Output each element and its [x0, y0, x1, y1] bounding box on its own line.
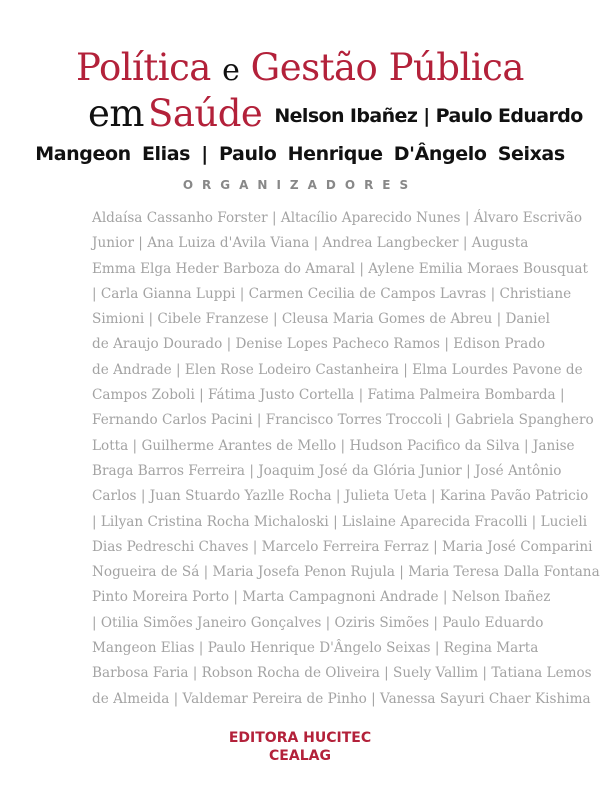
title-connector: e — [222, 53, 240, 88]
title-word-em: em — [88, 92, 144, 135]
authors-line: Dias Pedreschi Chaves | Marcelo Ferreira Ferraz | Maria José Comparini — [92, 538, 593, 555]
authors-line: Emma Elga Heder Barboza do Amaral | Aylene Emilia Moraes Bousquat — [92, 260, 588, 277]
authors-line: de Almeida | Valdemar Pereira de Pinho | Vanessa Sayuri Chaer Kishima — [92, 690, 591, 707]
authors-line: de Araujo Dourado | Denise Lopes Pacheco Ramos | Edison Prado — [92, 336, 546, 353]
title-word-saude: Saúde — [147, 92, 263, 135]
authors-list — [92, 206, 600, 712]
publisher-block — [0, 729, 600, 765]
authors-line: Fernando Carlos Pacini | Francisco Torres Troccoli | Gabriela Spanghero — [92, 412, 594, 429]
authors-line: Pinto Moreira Porto | Marta Campagnoni Andrade | Nelson Ibañez — [92, 589, 551, 606]
authors-line: Junior | Ana Luiza d'Avila Viana | Andrea Langbecker | Augusta — [92, 235, 529, 252]
title-word-politica: Política — [76, 46, 211, 89]
authors-line: Nogueira de Sá | Maria Josefa Penon Rujula | Maria Teresa Dalla Fontana — [92, 564, 600, 581]
authors-line: | Carla Gianna Luppi | Carmen Cecilia de Campos Lavras | Christiane — [92, 285, 572, 302]
title-word-gestao-publica: Gestão Pública — [250, 46, 524, 89]
authors-line: | Otilia Simões Janeiro Gonçalves | Oziris Simões | Paulo Eduardo — [92, 614, 544, 631]
authors-line: Barbosa Faria | Robson Rocha de Oliveira | Suely Vallim | Tatiana Lemos — [92, 665, 592, 682]
authors-line: Aldaísa Cassanho Forster | Altacílio Aparecido Nunes | Álvaro Escrivão — [92, 210, 583, 226]
organizers-line-2: Mangeon Elias | Paulo Henrique D'Ângelo Seixas — [35, 143, 565, 165]
book-title-line-2 — [88, 92, 583, 135]
authors-line: Simioni | Cibele Franzese | Cleusa Maria Gomes de Abreu | Daniel — [92, 311, 550, 328]
authors-line: de Andrade | Elen Rose Lodeiro Castanheira | Elma Lourdes Pavone de — [92, 361, 583, 378]
authors-line: Mangeon Elias | Paulo Henrique D'Ângelo Seixas | Regina Marta — [92, 640, 539, 657]
authors-line: Lotta | Guilherme Arantes de Mello | Hudson Pacifico da Silva | Janise — [92, 437, 575, 454]
publisher-partner: CEALAG — [269, 748, 331, 764]
organizers-line-1: Nelson Ibañez | Paulo Eduardo — [274, 105, 583, 127]
publisher-name: EDITORA HUCITEC — [228, 730, 372, 746]
authors-line: Carlos | Juan Stuardo Yazlle Rocha | Julieta Ueta | Karina Pavão Patricio — [92, 488, 589, 505]
authors-line: Campos Zoboli | Fátima Justo Cortella | Fatima Palmeira Bombarda | — [92, 387, 565, 404]
organizers-label: ORGANIZADORES — [182, 178, 418, 192]
authors-line: Braga Barros Ferreira | Joaquim José da Glória Junior | José Antônio — [92, 462, 562, 479]
authors-line: | Lilyan Cristina Rocha Michaloski | Lislaine Aparecida Fracolli | Lucieli — [92, 513, 588, 530]
book-title-line-1 — [0, 46, 600, 93]
